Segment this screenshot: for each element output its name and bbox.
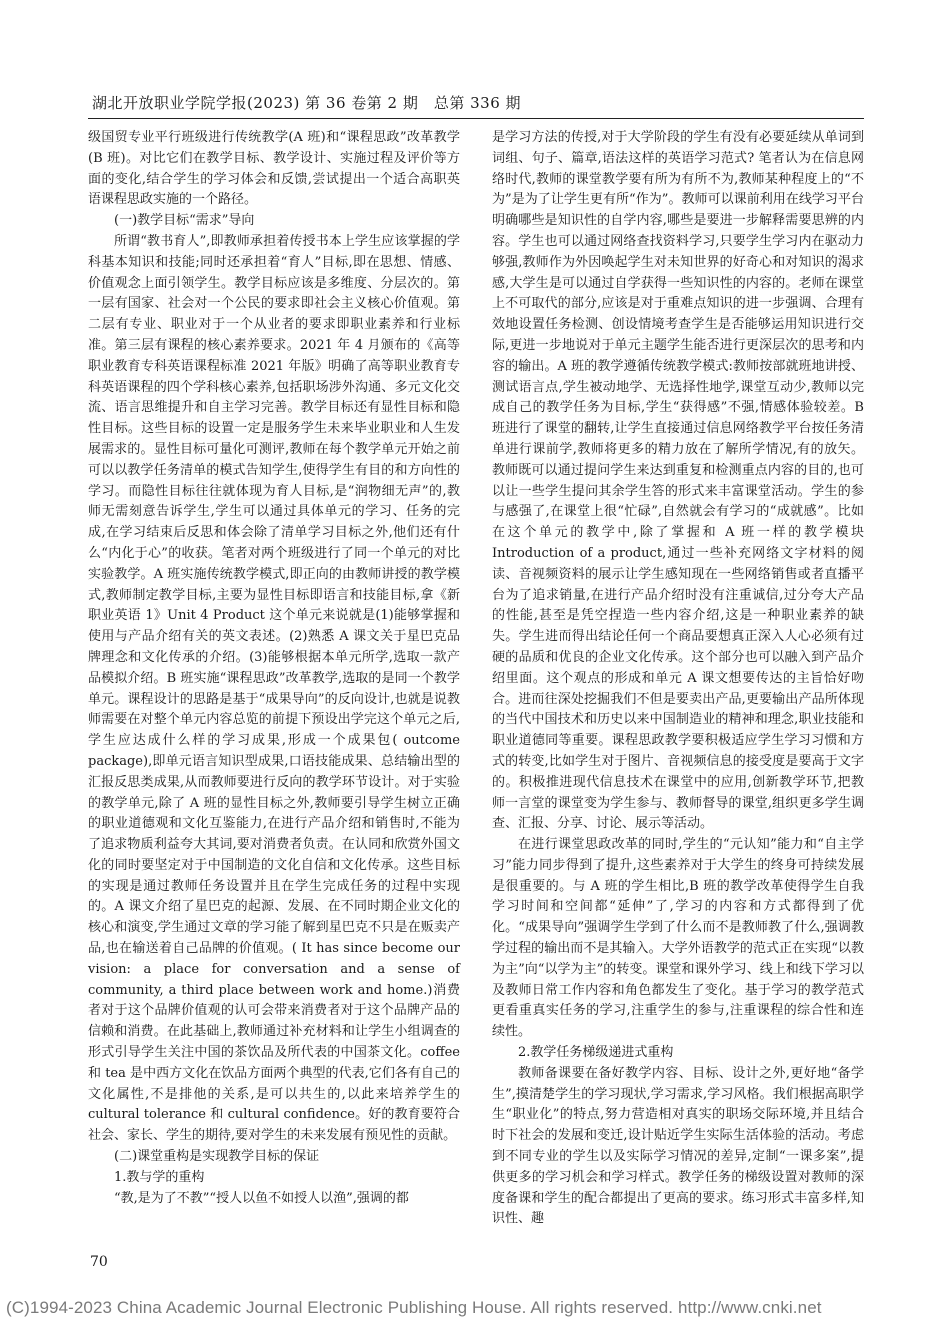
paragraph: 是学习方法的传授,对于大学阶段的学生有没有必要延续从单词到词组、句子、篇章,语法这样的英语学习范式? 笔者认为在信息网络时代,教师的课堂教学要有所为有所不为,教师某种程度上的“不为”是为了让学生更有所“作为”。教师可以课前利用在线学习平台明确哪些是知识性的自学内容,哪些是要进一步解释需要思辨的内容。学生也可以通过网络查找资料学习,只要学生学习内在驱动力够强,教师作为外因唤起学生对未知世界的好奇心和对知识的渴求感,大学生是可以通过自学获得一些知识性的内容的。老师在课堂上不可取代的部分,应该是对于重难点知识的进一步强调、合理有效地设置任务检测、创设情境考查学生是否能够运用知识进行交际,更进一步地说对于单元主题学生能否进行更深层次的思考和内容的输出。A 班的教学遵循传统教学模式:教师按部就班地讲授、测试语言点,学生被动地学、无选择性地学,课堂互动少,教师以完成自己的教学任务为目标,学生“获得感”不强,情感体验较差。B 班进行了课堂的翻转,让学生直接通过信息网络教学平台按任务清单进行课前学,教师将更多的精力放在了解所学情况,有的放矢。教师既可以通过提问学生来达到重复和检测重点内容的目的,也可以让一些学生提问其余学生答的形式来丰富课堂活动。学生的参与感强了,在课堂上很“忙碌”,自然就会有学习的“成就感”。比如在这个单元的教学中,除了掌握和 A 班一样的教学模块 Introduction of a product,通过一些补充网络文字材料的阅读、音视频资料的展示让学生感知现在一些网络销售或者直播平台为了追求销量,在进行产品介绍时没有注重诚信,过分夸大产品的性能,甚至是凭空捏造一些内容介绍,这是一种职业素养的缺失。学生进而得出结论任何一个商品要想真正深入人心必须有过硬的品质和优良的企业文化传承。这个部分也可以融入到产品介绍里面。这个观点的形成和单元 A 课文想要传达的主旨恰好吻合。进而往深处挖掘我们不但是要卖出产品,更要输出产品所体现的当代中国技术和历史以来中国制造业的精神和理念,职业技能和职业道德同等重要。课程思政教学要积极适应学生学习习惯和方式的转变,比如学生对于图片、音视频信息的接受度是要高于文字的。积极推进现代信息技术在课堂中的应用,创新教学环节,把教师一言堂的课堂变为学生参与、教师督导的课堂,组织更多学生调查、汇报、分享、讨论、展示等活动。 xyxy=(492,130,864,832)
paragraph: 在进行课堂思政改革的同时,学生的“元认知”能力和“自主学习”能力同步得到了提升,这些素养对于大学生的终身可持续发展是很重要的。与 A 班的学生相比,B 班的教学改革使得学生自我学习时间和空间都“延伸”了,学习的内容和方式都得到了优化。“成果导向”强调学生学到了什么而不是教师教了什么,强调教学过程的输出而不是其输入。大学外语教学的范式正在实现“以教为主”向“以学为主”的转变。课堂和课外学习、线上和线下学习以及教师日常工作内容和角色都发生了变化。基于学习的教学范式更看重真实任务的学习,注重学生的参与,注重课程的综合性和连续性。 xyxy=(492,837,864,1040)
subsection-heading: 2.教学任务梯级递进式重构 xyxy=(518,1045,674,1061)
section-heading: (二)课堂重构是实现教学目标的保证 xyxy=(114,1149,320,1165)
section-heading: (一)教学目标“需求”导向 xyxy=(114,213,255,229)
journal-header: 湖北开放职业学院学报(2023) 第 36 卷第 2 期 总第 336 期 xyxy=(92,94,522,112)
paragraph: 教师备课要在备好教学内容、目标、设计之外,更好地“备学生”,摸清楚学生的学习现状,学习需求,学习风格。我们根据高职学生“职业化”的特点,努力营造相对真实的职场交际环境,并且结合时下社会的发展和变迁,设计贴近学生实际生活体验的活动。考虑到不同专业的学生以及实际学习情况的差异,定制“一课多案”,提供更多的学习机会和学习样式。教学任务的梯级设置对教师的深度备课和学生的配合都提出了更高的要求。练习形式丰富多样,知识性、趣 xyxy=(492,1065,864,1227)
paragraph: 级国贸专业平行班级进行传统教学(A 班)和“课程思政”改革教学(B 班)。对比它们在教学目标、教学设计、实施过程及评价等方面的变化,结合学生的学习体会和反馈,尝试提出一个适合高职英语课程思政实施的一个路径。 xyxy=(88,130,460,208)
paragraph: 所谓“教书育人”,即教师承担着传授书本上学生应该掌握的学科基本知识和技能;同时还承担着“育人”目标,即在思想、情感、价值观念上面引领学生。教学目标应该是多维度、分层次的。第一层有国家、社会对一个公民的要求即社会主义核心价值观。第二层有专业、职业对于一个从业者的要求即职业素养和行业标准。第三层有课程的核心素养要求。2021 年 4 月颁布的《高等职业教育专科英语课程标准 2021 年版》明确了高等职业教育专科英语课程的四个学科核心素养,包括职场涉外沟通、多元文化交流、语言思维提升和自主学习完善。教学目标还有显性目标和隐性目标。这些目标的设置一定是服务学生未来毕业职业和人生发展需求的。显性目标可量化可测评,教师在每个教学单元开始之前可以以教学任务清单的模式告知学生,使得学生有目的和方向性的学习。而隐性目标往往就体现为育人目标,是“润物细无声”的,教师无需刻意告诉学生,学生可以通过具体单元的学习、任务的完成,在学习结束后反思和体会除了清单学习目标之外,他们还有什么“内化于心”的收获。笔者对两个班级进行了同一个单元的对比实验教学。A 班实施传统教学模式,即正向的由教师讲授的教学模式,教师制定教学目标,主要为显性目标即语言和技能目标,拿《新职业英语 1》Unit 4 Product 这个单元来说就是(1)能够掌握和使用与产品介绍有关的英文表述。(2)熟悉 A 课文关于星巴克品牌理念和文化传承的介绍。(3)能够根据本单元所学,选取一款产品模拟介绍。B 班实施“课程思政”改革教学,选取的是同一个教学单元。课程设计的思路是基于“成果导向”的反向设计,也就是说教师需要在对整个单元内容总览的前提下预设出学完这个单元之后,学生应达成什么样的学习成果,形成一个成果包( outcome package),即单元语言知识型成果,口语技能成果、总结输出型的汇报反思类成果,从而教师要进行反向的教学环节设计。对于实验的教学单元,除了 A 班的显性目标之外,教师要引导学生树立正确的职业道德观和文化互鉴能力,在进行产品介绍和销售时,不能为了追求物质利益夸大其词,要对消费者负责。在认同和欣赏外国文化的同时要坚定对于中国制造的文化自信和文化传承。这些目标的实现是通过教师任务设置并且在学生完成任务的过程中实现的。A 课文介绍了星巴克的起源、发展、在不同时期企业文化的核心和演变,学生通过文章的学习能了解到星巴克不只是在贩卖产品,也在输送着自己品牌的价值观。( It has since become our vision: a place for conversation and a sense of community, a third place between work and home.)消费者对于这个品牌价值观的认可会带来消费者对于这个品牌产品的信赖和消费。在此基础上,教师通过补充材料和让学生小组调查的形式引导学生关注中国的茶饮品及所代表的中国茶文化。coffee 和 tea 是中西方文化在饮品方面两个典型的代表,它们各有自己的文化属性,不是排他的关系,是可以共生的,以此来培养学生的 cultural tolerance 和 cultural confidence。好的教育要符合社会、家长、学生的期待,要对学生的未来发展有预见性的贡献。 xyxy=(88,233,460,1144)
paragraph: “教,是为了不教”“授人以鱼不如授人以渔”,强调的都 xyxy=(114,1190,409,1206)
header-divider xyxy=(88,118,864,119)
page-number: 70 xyxy=(90,1254,108,1270)
subsection-heading: 1.教与学的重构 xyxy=(114,1169,205,1185)
right-column xyxy=(492,128,864,1230)
copyright-footer: (C)1994-2023 China Academic Journal Electronic Publishing House. All rights reserved. http://www.cnki.net xyxy=(6,1298,822,1317)
left-column xyxy=(88,128,460,1209)
